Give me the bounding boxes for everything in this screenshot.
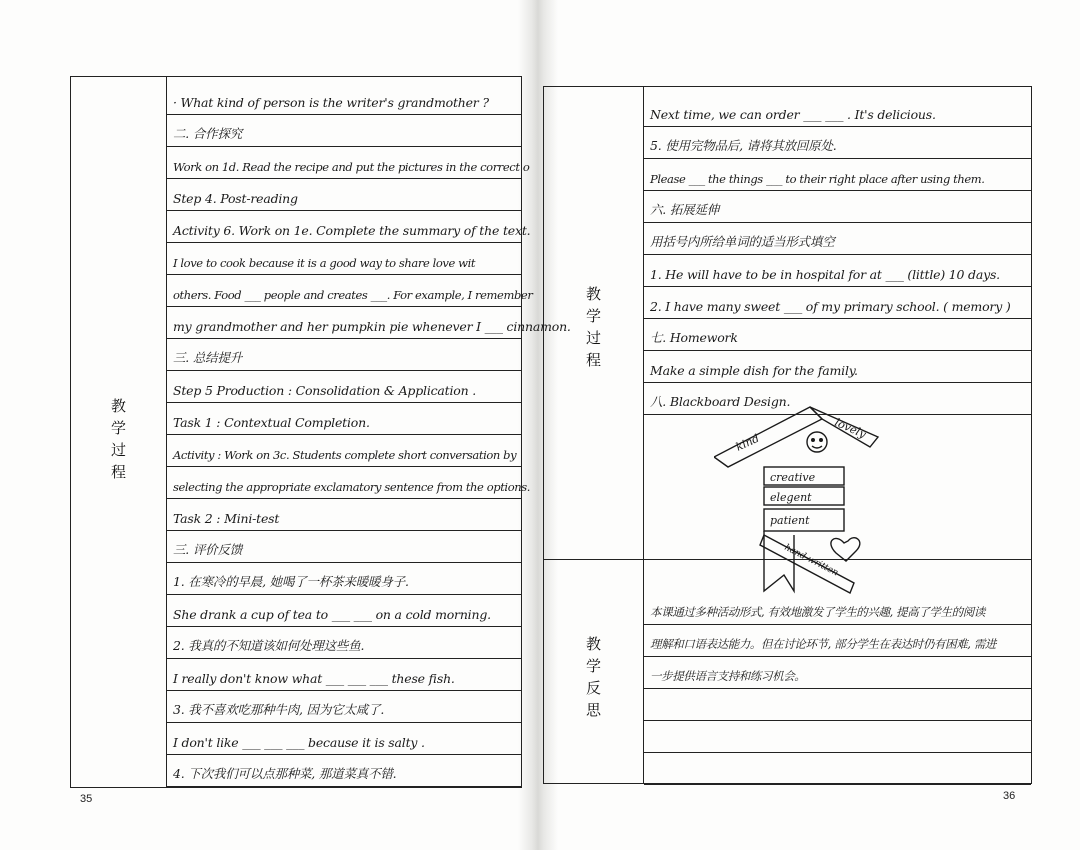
line-text: I don't like ___ ___ ___ because it is salty . [173,735,425,750]
line-text: Task 1 : Contextual Completion. [173,415,370,430]
content-line [167,723,521,755]
right-lesson-table [543,86,1032,784]
line-text: 2. I have many sweet ___ of my primary school. ( memory ) [650,299,1011,314]
line-text: She drank a cup of tea to ___ ___ on a cold morning. [173,607,491,622]
right-content-area [644,87,1031,783]
content-line [167,755,521,787]
line-text: my grandmother and her pumpkin pie whenever I ___ cinnamon. [173,319,571,334]
line-text: Activity : Work on 3c. Students complete short conversation by [173,448,517,462]
line-text: 3. 我不喜欢吃那种牛肉, 因为它太咸了. [173,702,385,717]
line-text: Please ___ the things ___ to their right place after using them. [650,172,985,186]
line-text: 八. Blackboard Design. [650,394,791,409]
line-text: 用括号内所给单词的适当形式填空 [650,234,835,249]
content-line [167,147,530,179]
line-text: I really don't know what ___ ___ ___ these fish. [173,671,455,686]
line-text: Step 5 Production : Consolidation & Application . [173,383,477,398]
line-text: Task 2 : Mini-test [173,511,280,526]
line-text: 三. 总结提升 [173,350,243,365]
content-line [167,659,521,691]
content-line [167,371,521,403]
page-number-right: 36 [1003,790,1016,802]
line-text: 4. 下次我们可以点那种菜, 那道菜真不错. [173,766,397,781]
content-line [167,211,531,243]
empty-line [644,753,1031,785]
content-line [167,499,521,531]
section-label-process: 教 学 过 程 [110,397,126,481]
line-text: Work on 1d. Read the recipe and put the pictures in the correct o [173,160,530,174]
roof-left-label: kind [733,431,762,454]
content-line [644,351,1031,383]
content-line [167,275,533,307]
section-label-process: 教 学 过 程 [585,285,601,369]
line-text: Make a simple dish for the family. [650,363,858,378]
content-line [644,191,1031,223]
line-text: 1. He will have to be in hospital for at ___ (little) 10 days. [650,267,1000,282]
left-label-column [71,77,167,787]
line-text: Next time, we can order ___ ___ . It's delicious. [650,107,936,122]
line-text: I love to cook because it is a good way to share love wit [173,256,476,270]
right-label-column [544,87,644,783]
line-text: Activity 6. Work on 1e. Complete the summary of the text. [173,223,531,238]
content-line [167,563,521,595]
content-line [167,307,571,339]
reflection-text: 理解和口语表达能力。但在讨论环节, 部分学生在表达时仍有困难, 需进 [650,637,997,651]
roof-left-board [714,407,822,467]
content-line [167,467,530,499]
line-text: 七. Homework [650,330,738,345]
content-line [167,595,521,627]
content-line [167,115,521,147]
ribbon-label: hand-written [782,542,840,579]
content-line [167,627,521,659]
section-label-reflection: 教 学 反 思 [585,635,601,719]
line-text: 二. 合作探究 [173,126,243,141]
page-number-left: 35 [80,793,93,805]
content-line [644,159,1031,191]
content-line [167,403,521,435]
content-line [644,383,1031,415]
content-line [167,531,521,563]
content-line [644,255,1031,287]
content-line [644,287,1031,319]
left-content-area [167,77,571,787]
empty-line [644,721,1031,753]
reflection-line [644,657,1031,689]
content-line [644,223,1031,255]
line-text: Step 4. Post-reading [173,191,298,206]
word-elegent: elegent [770,491,812,504]
content-line [644,95,1031,127]
reflection-line [644,625,1031,657]
face-icon [807,432,827,452]
line-text: 1. 在寒冷的早晨, 她喝了一杯茶来暖暖身子. [173,574,409,589]
line-text: 5. 使用完物品后, 请将其放回原处. [650,138,837,153]
content-line [167,83,521,115]
content-line [167,691,521,723]
word-creative: creative [770,471,816,484]
line-text: selecting the appropriate exclamatory sentence from the options. [173,480,530,494]
content-line [167,243,521,275]
heart-icon [831,538,860,561]
line-text: 六. 拓展延伸 [650,202,720,217]
line-text: 三. 评价反馈 [173,542,243,557]
word-patient: patient [770,514,810,527]
reflection-text: 本课通过多种活动形式, 有效地激发了学生的兴趣, 提高了学生的阅读 [650,605,985,619]
line-text: 2. 我真的不知道该如何处理这些鱼. [173,638,365,653]
content-line [167,435,521,467]
left-lesson-table [70,76,571,788]
content-line [167,179,521,211]
content-line [644,319,1031,351]
roof-right-label: lovely [832,415,868,442]
empty-line [644,689,1031,721]
content-line [167,339,521,371]
reflection-line [644,593,1031,625]
line-text: · What kind of person is the writer's grandmother ? [173,95,489,110]
blackboard-design-drawing [714,395,954,605]
line-text: others. Food ___ people and creates ___. For example, I remember [173,288,533,302]
content-line [644,127,1031,159]
reflection-text: 一步提供语言支持和练习机会。 [650,669,806,683]
